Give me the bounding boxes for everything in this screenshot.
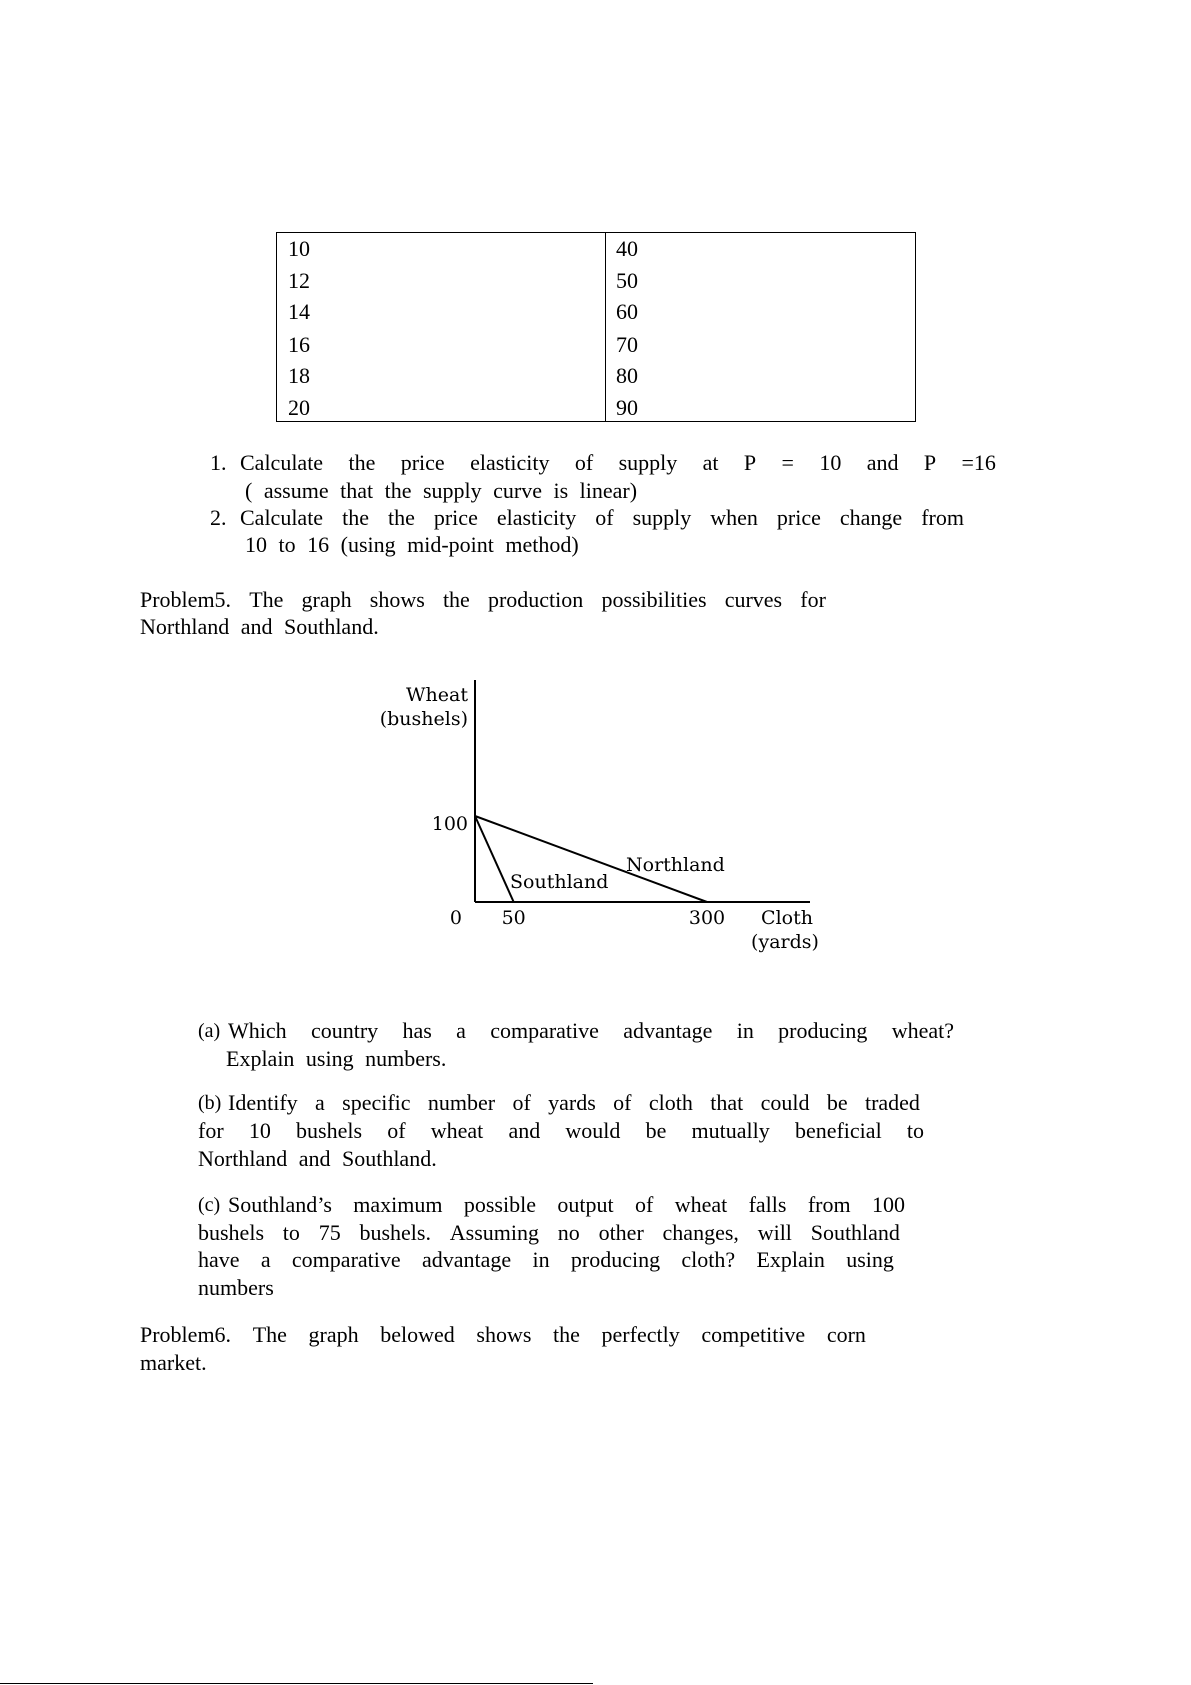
- y-axis-label-line-2: (bushels): [380, 708, 468, 730]
- word: would: [565, 1118, 621, 1143]
- word: from: [807, 1192, 851, 1217]
- word: when: [710, 505, 758, 530]
- y-axis-label-line-1: Wheat: [406, 684, 468, 706]
- question-c-line-2: [198, 1219, 900, 1247]
- word: in: [736, 1018, 754, 1043]
- question-2-line-2: 10 to 16 (using mid-point method): [245, 532, 579, 557]
- northland-label: Northland: [626, 854, 725, 876]
- word: Explain: [756, 1247, 825, 1272]
- word: that: [710, 1090, 744, 1115]
- word: Calculate: [240, 505, 324, 530]
- word: price: [433, 505, 478, 530]
- word: competitive: [701, 1322, 806, 1347]
- question-a-prefix: (a): [198, 1020, 221, 1042]
- price-cell: 18: [288, 363, 310, 388]
- word: number: [427, 1090, 496, 1115]
- price-cell: 20: [288, 395, 310, 420]
- word: comparative: [291, 1247, 401, 1272]
- word: possible: [463, 1192, 536, 1217]
- word: =16: [961, 450, 996, 475]
- word: a: [456, 1018, 466, 1043]
- word: be: [645, 1118, 667, 1143]
- footnote-rule: [0, 1683, 593, 1684]
- quantity-cell: 60: [616, 299, 638, 324]
- word: graph: [301, 587, 352, 612]
- word: maximum: [353, 1192, 443, 1217]
- problem5-line-2: Northland and Southland.: [140, 614, 379, 639]
- word: advantage: [421, 1247, 512, 1272]
- origin-label: 0: [449, 907, 462, 929]
- word: other: [598, 1220, 644, 1245]
- word: a: [315, 1090, 325, 1115]
- quantity-cell: 80: [616, 363, 638, 388]
- word: Which: [228, 1018, 287, 1043]
- word: perfectly: [601, 1322, 680, 1347]
- question-c-line-3: [198, 1246, 894, 1274]
- word: using: [846, 1247, 894, 1272]
- x-tick-300: 300: [688, 907, 726, 929]
- word: at: [702, 450, 719, 475]
- quantity-cell: 70: [616, 332, 638, 357]
- word: corn: [826, 1322, 866, 1347]
- word: could: [760, 1090, 810, 1115]
- word: Identify: [228, 1090, 298, 1115]
- supply-table: [276, 232, 916, 422]
- question-b-line-3: Northland and Southland.: [198, 1146, 437, 1171]
- word: will: [757, 1220, 792, 1245]
- quantity-cell: 40: [616, 236, 638, 261]
- question-c-line-1: [228, 1191, 905, 1219]
- column-divider: [605, 233, 606, 421]
- question-2-number: 2.: [210, 505, 227, 530]
- price-cell: 10: [288, 236, 310, 261]
- problem5-line-1: [140, 586, 826, 614]
- question-b-line-2: [198, 1117, 924, 1145]
- word: of: [613, 1090, 632, 1115]
- word: for: [198, 1118, 224, 1143]
- question-c-prefix: (c): [198, 1194, 221, 1216]
- word: from: [921, 505, 964, 530]
- word: of: [574, 450, 594, 475]
- x-axis-label-line-1: Cloth: [761, 907, 813, 929]
- southland-label: Southland: [510, 871, 609, 893]
- word: price: [776, 505, 821, 530]
- word: elasticity: [470, 450, 550, 475]
- question-b-prefix: (b): [198, 1092, 222, 1114]
- word: Southland: [810, 1220, 900, 1245]
- x-tick-50: 50: [501, 907, 526, 929]
- price-cell: 14: [288, 299, 310, 324]
- word: wheat: [674, 1192, 728, 1217]
- word: of: [387, 1118, 406, 1143]
- word: traded: [864, 1090, 920, 1115]
- word: the: [553, 1322, 580, 1347]
- word: =: [781, 450, 794, 475]
- word: for: [800, 587, 826, 612]
- quantity-cell: 90: [616, 395, 638, 420]
- quantity-cell: 50: [616, 268, 638, 293]
- word: in: [532, 1247, 550, 1272]
- word: Problem5.: [140, 587, 232, 612]
- word: of: [595, 505, 614, 530]
- word: producing: [778, 1018, 868, 1043]
- word: elasticity: [496, 505, 577, 530]
- word: supply: [632, 505, 692, 530]
- word: a: [260, 1247, 271, 1272]
- word: bushels.: [359, 1220, 431, 1245]
- word: bushels: [296, 1118, 363, 1143]
- word: production: [487, 587, 584, 612]
- price-cell: 12: [288, 268, 310, 293]
- word: shows: [369, 587, 425, 612]
- word: possibilities: [601, 587, 707, 612]
- word: the: [387, 505, 415, 530]
- word: the: [342, 505, 369, 530]
- word: The: [249, 587, 284, 612]
- word: advantage: [623, 1018, 713, 1043]
- word: has: [402, 1018, 432, 1043]
- word: supply: [618, 450, 678, 475]
- word: 75: [318, 1220, 341, 1245]
- word: changes,: [662, 1220, 739, 1245]
- word: specific: [342, 1090, 411, 1115]
- question-b-line-1: [228, 1089, 920, 1117]
- problem6-line-1: [140, 1321, 866, 1349]
- word: the: [348, 450, 376, 475]
- word: belowed: [380, 1322, 455, 1347]
- price-cell: 16: [288, 332, 310, 357]
- word: to: [282, 1220, 300, 1245]
- word: graph: [308, 1322, 359, 1347]
- word: bushels: [198, 1220, 264, 1245]
- word: the: [442, 587, 470, 612]
- word: P: [743, 450, 757, 475]
- word: Problem6.: [140, 1322, 232, 1347]
- word: country: [310, 1018, 379, 1043]
- word: no: [557, 1220, 580, 1245]
- word: 10: [248, 1118, 271, 1143]
- word: change: [839, 505, 903, 530]
- word: of: [512, 1090, 531, 1115]
- word: falls: [748, 1192, 787, 1217]
- question-2-line-1: [240, 504, 964, 532]
- question-1-line-2: ( assume that the supply curve is linear): [245, 478, 638, 503]
- word: cloth?: [681, 1247, 736, 1272]
- word: 10: [819, 450, 842, 475]
- question-1-number: 1.: [210, 450, 227, 475]
- word: producing: [570, 1247, 661, 1272]
- word: output: [557, 1192, 614, 1217]
- word: have: [198, 1247, 240, 1272]
- y-tick-100: 100: [431, 813, 468, 835]
- question-a-line-1: [228, 1017, 954, 1045]
- word: Assuming: [449, 1220, 539, 1245]
- word: P: [923, 450, 937, 475]
- word: wheat?: [891, 1018, 954, 1043]
- word: Calculate: [240, 450, 324, 475]
- word: The: [252, 1322, 287, 1347]
- question-a-line-2: Explain using numbers.: [226, 1046, 447, 1071]
- word: to: [906, 1118, 924, 1143]
- word: shows: [476, 1322, 532, 1347]
- word: 100: [872, 1192, 905, 1217]
- ppf-chart: [380, 680, 820, 960]
- x-axis-label-line-2: (yards): [751, 931, 819, 953]
- word: price: [400, 450, 445, 475]
- word: comparative: [490, 1018, 599, 1043]
- word: curves: [724, 587, 783, 612]
- word: and: [866, 450, 899, 475]
- problem6-line-2: market.: [140, 1350, 207, 1375]
- word: and: [508, 1118, 541, 1143]
- word: Southland’s: [228, 1192, 332, 1217]
- word: yards: [548, 1090, 596, 1115]
- word: mutually: [691, 1118, 770, 1143]
- word: of: [634, 1192, 654, 1217]
- question-1-line-1: [240, 449, 996, 477]
- word: beneficial: [794, 1118, 882, 1143]
- question-c-line-4: numbers: [198, 1275, 274, 1300]
- word: cloth: [648, 1090, 693, 1115]
- word: be: [826, 1090, 848, 1115]
- word: wheat: [430, 1118, 484, 1143]
